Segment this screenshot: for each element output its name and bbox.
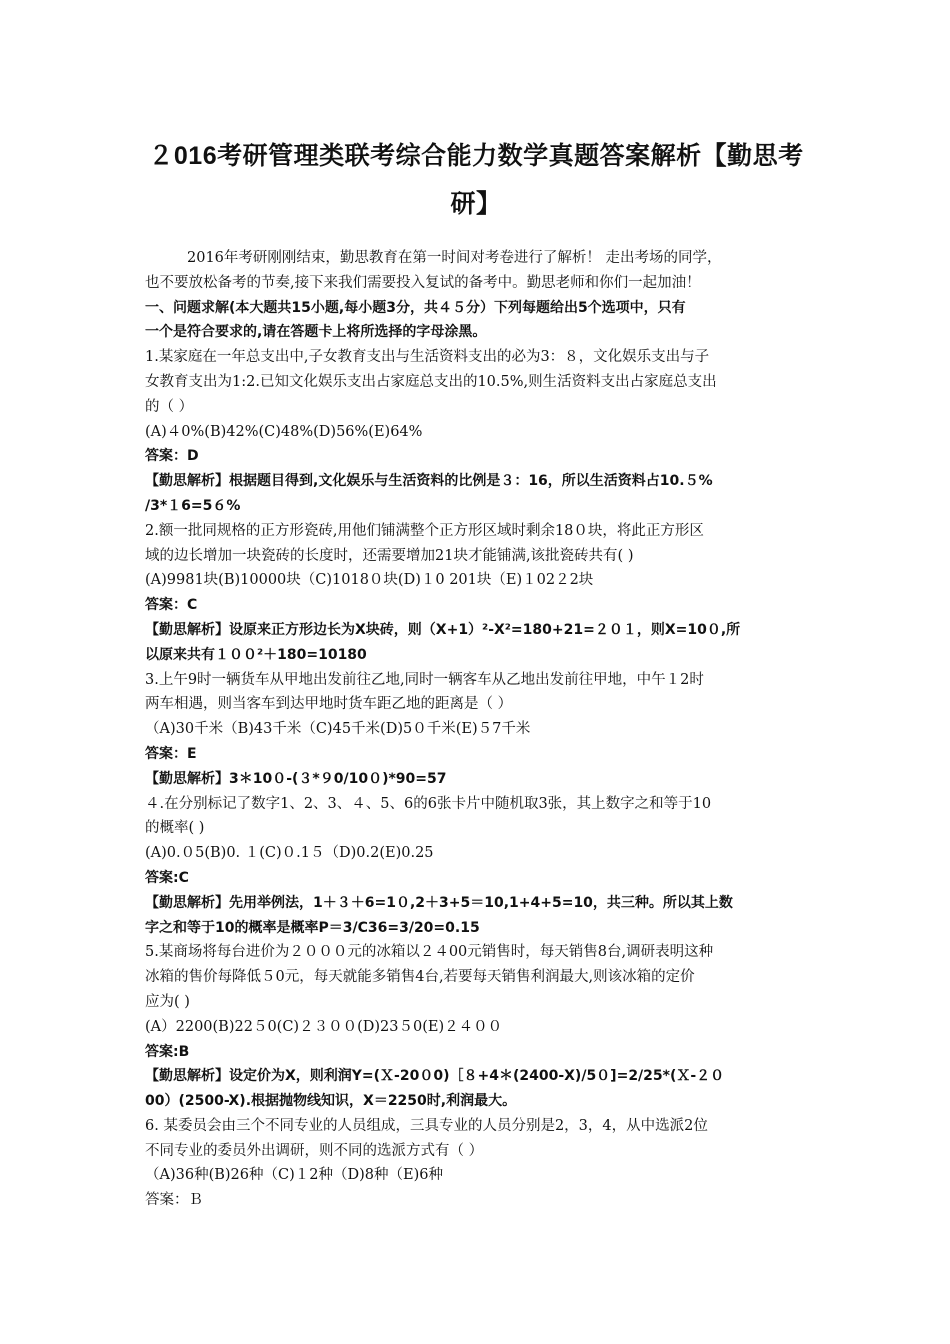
question-stem-line: 域的边长增加一块瓷砖的长度时，还需要增加21块才能铺满,该批瓷砖共有( ) bbox=[145, 547, 634, 564]
question-stem-line: 3.上午9时一辆货车从甲地出发前往乙地,同时一辆客车从乙地出发前往甲地，中午１2时 bbox=[145, 671, 704, 688]
question-stem-line: 两车相遇，则当客车到达甲地时货车距乙地的距离是（ ） bbox=[145, 696, 513, 713]
question-analysis-line: 以原来共有１００²＋180=10180 bbox=[145, 646, 367, 663]
question-stem-line: 6. 某委员会由三个不同专业的人员组成，三具专业的人员分别是2，3，4，从中选派2位 bbox=[145, 1117, 708, 1134]
document-page bbox=[145, 132, 807, 1213]
question-answer: 答案：D bbox=[145, 448, 199, 465]
question-stem-line: 2.额一批同规格的正方形瓷砖,用他们铺满整个正方形区域时剩余18０块，将此正方形区 bbox=[145, 522, 704, 539]
question-stem-line: 的概率( ) bbox=[145, 820, 205, 837]
question-analysis-line: 【勤思解析】先用举例法，1＋３＋6=1０,2＋3+5＝10,1+4+5=10，共三种。所以其上数 bbox=[145, 894, 733, 911]
question-5 bbox=[145, 940, 807, 1114]
section-heading bbox=[145, 296, 807, 346]
question-analysis-line: 00）(2500-X).根据抛物线知识，X＝2250时,利润最大。 bbox=[145, 1093, 517, 1110]
question-analysis-line: 【勤思解析】3＊10０-(３*９0/10０)*90=57 bbox=[145, 770, 447, 787]
document-title bbox=[145, 132, 807, 228]
question-analysis-line: 【勤思解析】设定价为X，则利润Y=(Ｘ-20０0)［８+4＊(2400-X)/5０]=2/25*(Ｘ-２０ bbox=[145, 1068, 725, 1085]
question-4 bbox=[145, 792, 807, 941]
question-analysis-line: 字之和等于10的概率是概率P＝3/C36=3/20=0.15 bbox=[145, 919, 480, 936]
question-options: (A)9981块(B)10000块（C)1018０块(D)１0 201块（E)１02２2块 bbox=[145, 572, 594, 589]
question-analysis-line: 【勤思解析】根据题目得到,文化娱乐与生活资料的比例是３：16，所以生活资料占10.５% bbox=[145, 473, 713, 490]
intro-paragraph bbox=[145, 246, 807, 296]
title-line-2: 研】 bbox=[450, 190, 502, 218]
question-stem-line: ４.在分别标记了数字1、2、3、４、5、6的6张卡片中随机取3张，其上数字之和等于10 bbox=[145, 795, 712, 812]
section-heading-line: 一个是符合要求的,请在答题卡上将所选择的字母涂黑。 bbox=[145, 324, 487, 341]
question-analysis-line: /3*１6=5６% bbox=[145, 497, 241, 514]
question-options: （A)30千米（B)43千米（C)45千米(D)5０千米(E)５7千米 bbox=[145, 721, 531, 738]
question-stem-line: 1.某家庭在一年总支出中,子女教育支出与生活资料支出的必为3：８，文化娱乐支出与子 bbox=[145, 349, 710, 366]
question-6 bbox=[145, 1114, 807, 1213]
question-analysis-line: 【勤思解析】设原来正方形边长为X块砖，则（X+1）²-X²=180+21=２０１，则X=10０,所 bbox=[145, 621, 741, 638]
question-answer: 答案：C bbox=[145, 597, 198, 614]
section-heading-line: 一、问题求解(本大题共15小题,每小题3分，共４５分）下列每题给出5个选项中，只有 bbox=[145, 299, 686, 316]
question-answer: 答案:C bbox=[145, 869, 189, 886]
title-line-1: ２016考研管理类联考综合能力数学真题答案解析【勤思考 bbox=[148, 142, 804, 170]
question-options: (A）2200(B)22５0(C)２３００(D)23５0(E)２４００ bbox=[145, 1018, 503, 1035]
question-3 bbox=[145, 668, 807, 792]
question-stem-line: 的（ ） bbox=[145, 398, 194, 415]
question-answer: 答案：E bbox=[145, 745, 197, 762]
question-options: (A)４0%(B)42%(C)48%(D)56%(E)64% bbox=[145, 423, 423, 440]
question-answer: 答案：Ｂ bbox=[145, 1192, 203, 1209]
question-stem-line: 5.某商场将每台进价为２０００元的冰箱以２４00元销售时，每天销售8台,调研表明这种 bbox=[145, 944, 714, 961]
question-1 bbox=[145, 345, 807, 519]
question-2 bbox=[145, 519, 807, 668]
question-options: (A)0.０5(B)0. １(C)０.1５（D)0.2(E)0.25 bbox=[145, 845, 434, 862]
question-answer: 答案:B bbox=[145, 1043, 190, 1060]
intro-line: 也不要放松备考的节奏,接下来我们需要投入复试的备考中。勤思老师和你们一起加油！ bbox=[145, 274, 701, 291]
question-options: （A)36种(B)26种（C)１2种（D)8种（E)6种 bbox=[145, 1167, 443, 1184]
question-stem-line: 女教育支出为1:2.已知文化娱乐支出占家庭总支出的10.5%,则生活资料支出占家庭总支出 bbox=[145, 373, 717, 390]
intro-line: 2016年考研刚刚结束，勤思教育在第一时间对考卷进行了解析！ 走出考场的同学， bbox=[187, 250, 722, 266]
question-stem-line: 应为( ) bbox=[145, 993, 190, 1010]
question-stem-line: 冰箱的售价每降低５0元，每天就能多销售4台,若要每天销售利润最大,则该冰箱的定价 bbox=[145, 969, 695, 986]
question-stem-line: 不同专业的委员外出调研，则不同的选派方式有（ ） bbox=[145, 1142, 484, 1159]
